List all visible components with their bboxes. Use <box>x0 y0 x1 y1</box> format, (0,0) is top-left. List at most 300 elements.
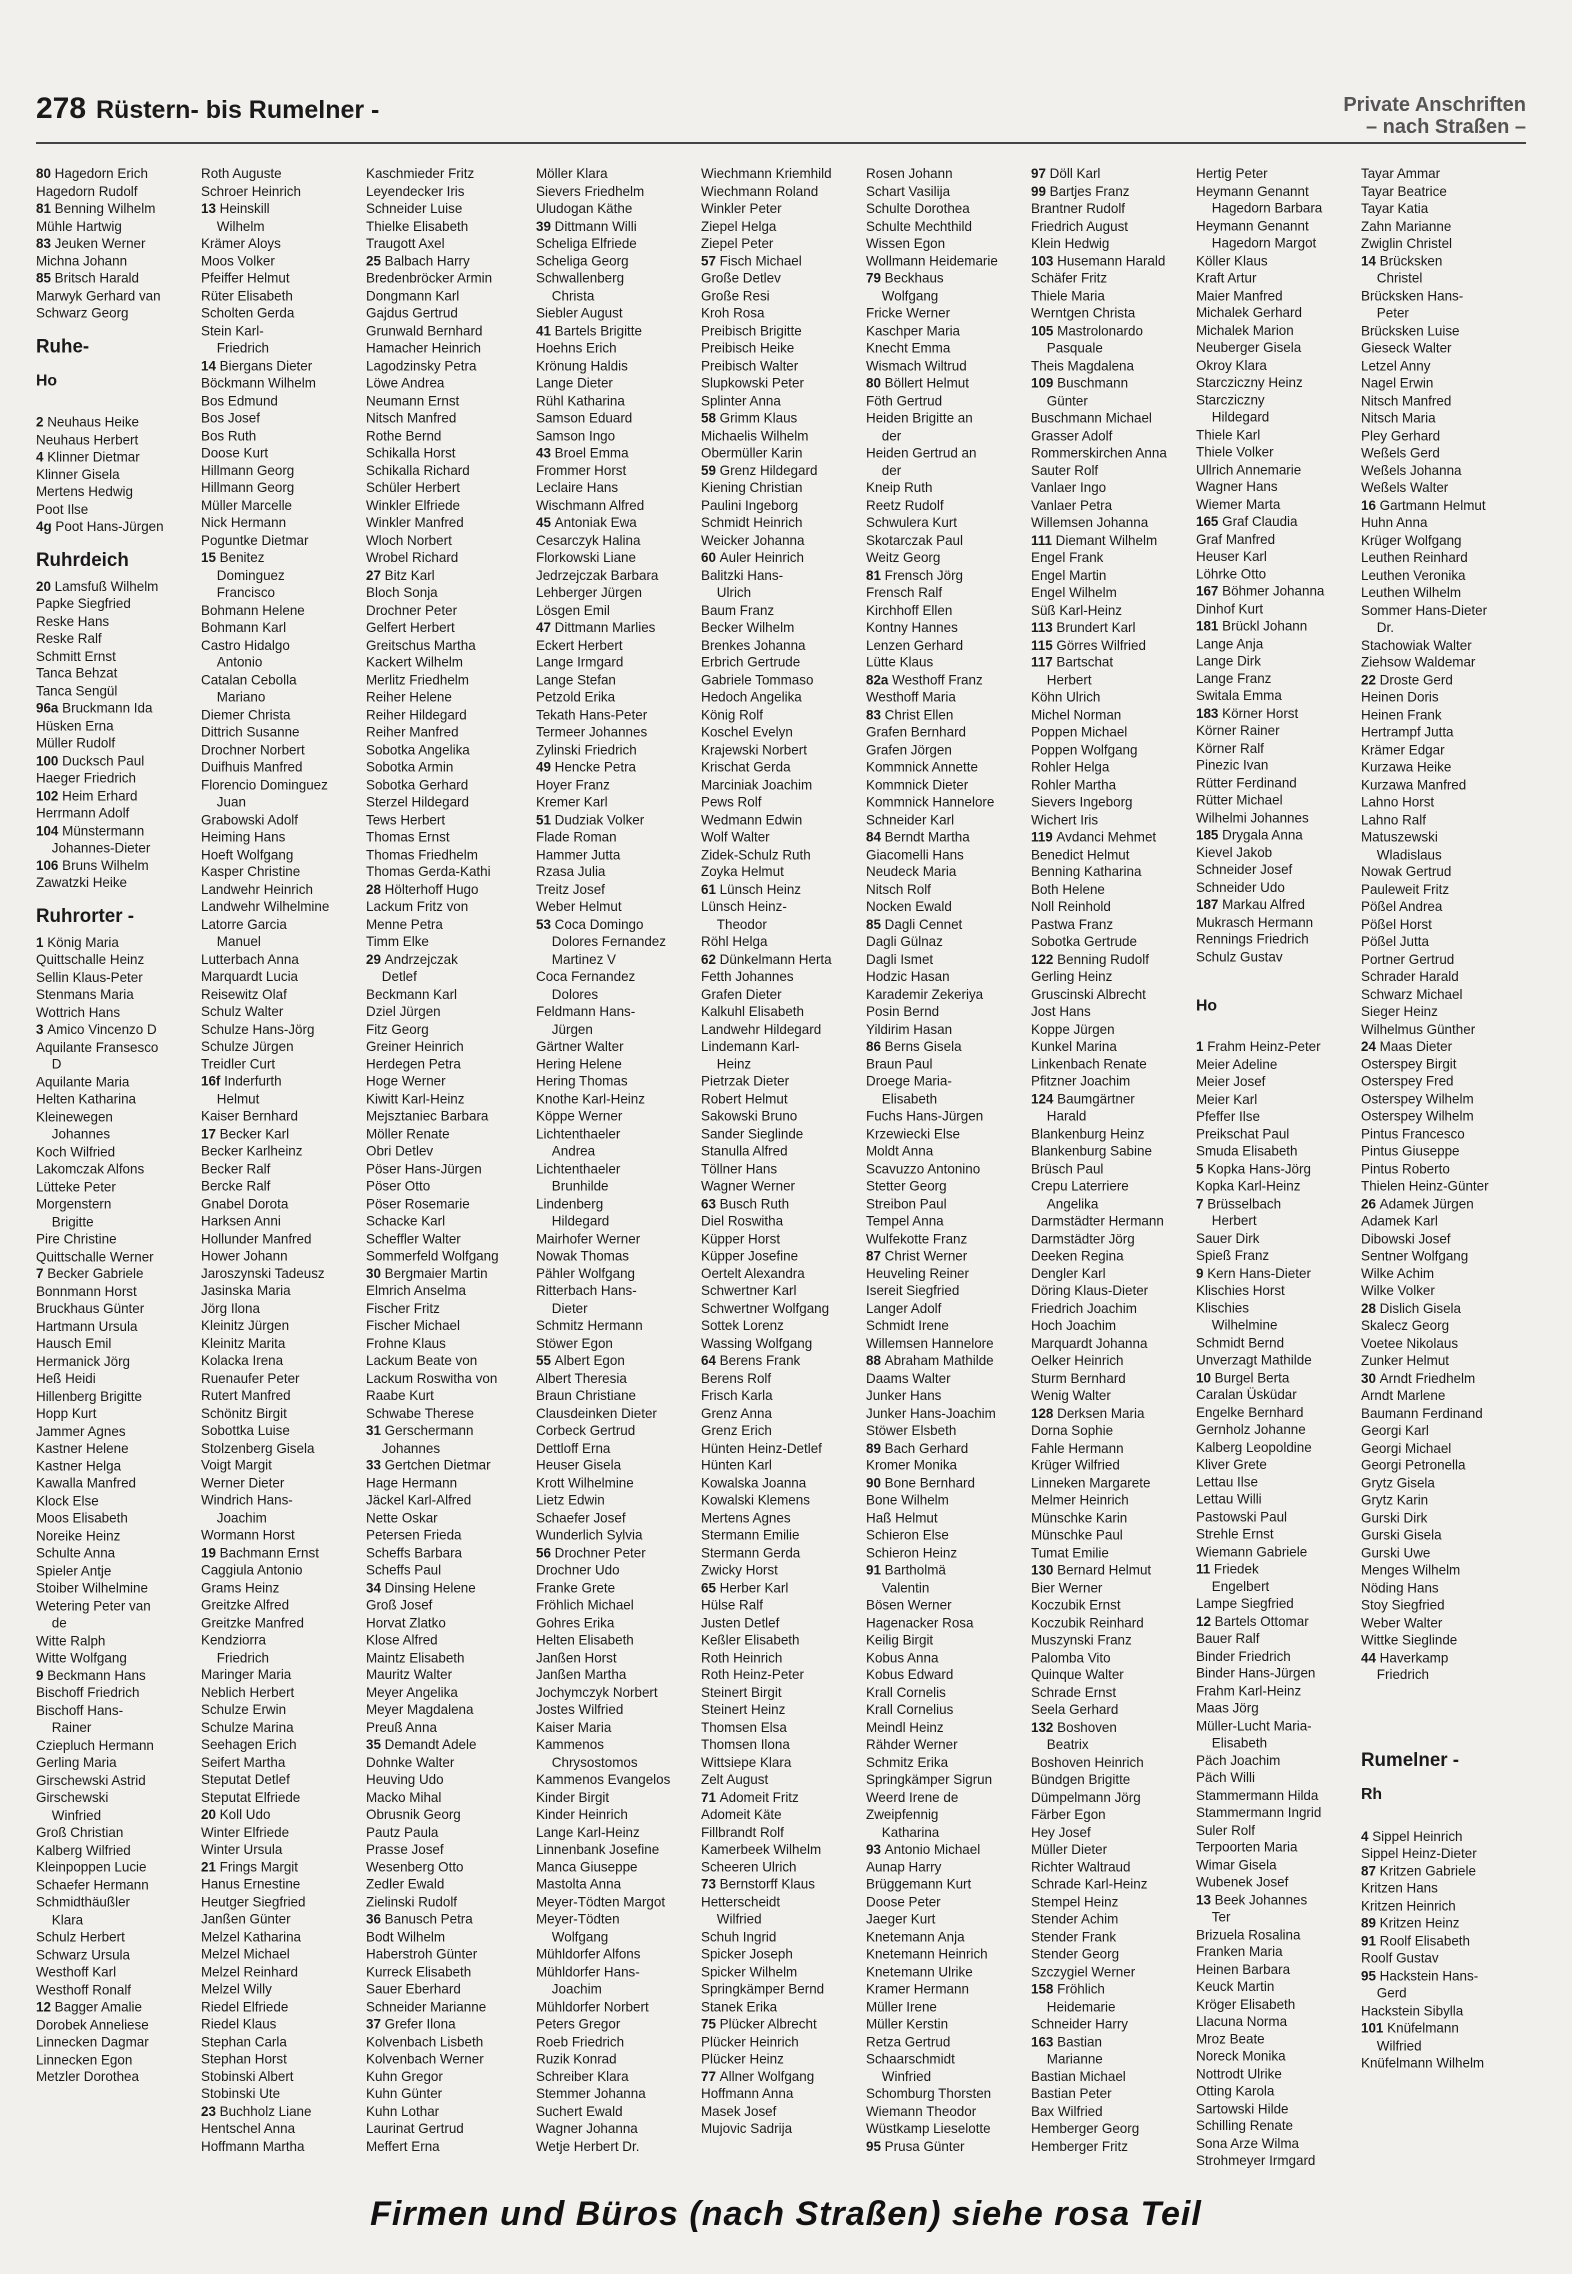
resident-entry: Krzewiecki Else <box>866 1126 961 1142</box>
resident-entry: Fillbrandt Rolf <box>701 1824 784 1840</box>
resident-entry: Knecht Emma <box>866 340 951 356</box>
resident-entry: Roth Auguste <box>201 165 282 181</box>
resident-entry: Möller Renate <box>366 1126 450 1142</box>
resident-entry: Heuveling Reiner <box>866 1265 969 1281</box>
resident-entry: Nitsch Rolf <box>866 881 931 897</box>
resident-entry: Tews Herbert <box>366 811 446 827</box>
resident-entry: Greitschus Martha <box>366 637 476 653</box>
resident-entry: Koczubik Ernst <box>1031 1597 1121 1613</box>
resident-entry: Nocken Ewald <box>866 899 952 915</box>
resident-entry: Hoeft Wolfgang <box>201 846 294 862</box>
resident-entry <box>36 235 196 252</box>
resident-entry: Posin Bernd <box>866 1003 940 1019</box>
resident-name: Benning Wilhelm <box>54 200 156 216</box>
resident-entry: Hülse Ralf <box>701 1597 763 1613</box>
resident-name: Husemann Harald <box>1057 253 1166 269</box>
resident-entry: Samson Eduard <box>536 410 633 426</box>
resident-entry: Buschmann Michael <box>1031 410 1152 426</box>
resident-name: Lamsfuß Wilhelm <box>54 578 159 594</box>
house-number: 100 <box>36 753 63 768</box>
resident-name: Buchholz Liane <box>219 2103 312 2119</box>
resident-entry <box>1031 165 1191 182</box>
resident-name: Graf Claudia <box>1222 514 1298 530</box>
resident-entry: Vanlaer Petra <box>1031 497 1113 513</box>
resident-entry: Florencio Dominguez <box>201 776 328 792</box>
resident-entry: Krott Wilhelmine <box>536 1475 634 1491</box>
house-number: 9 <box>36 1667 48 1683</box>
resident-name: Böllert Helmut <box>884 375 969 391</box>
resident-entry: Hammer Jutta <box>536 846 621 862</box>
resident-entry: Dolores Fernandez <box>551 934 666 950</box>
house-number: 103 <box>1031 253 1058 269</box>
resident-entry: Wloch Norbert <box>366 532 452 548</box>
resident-name: Döll Karl <box>1049 165 1101 181</box>
house-number: 30 <box>366 1265 385 1281</box>
resident-entry: Thomas Friedhelm <box>366 846 478 862</box>
resident-name: Bach Gerhard <box>884 1440 969 1456</box>
resident-entry: Hey Josef <box>1031 1824 1091 1840</box>
resident-name: Droste Gerd <box>1379 672 1453 688</box>
resident-entry: Rutert Manfred <box>201 1387 291 1403</box>
resident-entry: Weerd Irene de <box>866 1789 959 1805</box>
resident-entry: Scheffler Walter <box>366 1230 461 1246</box>
directory-columns <box>36 165 1526 2175</box>
street-heading: Ruhrdeich <box>36 549 129 571</box>
resident-entry: Stemmer Johanna <box>536 2086 646 2102</box>
resident-entry: Stanulla Alfred <box>701 1143 788 1159</box>
resident-entry: Sobotka Angelika <box>366 742 470 758</box>
resident-entry: Stenmans Maria <box>36 986 134 1002</box>
resident-entry: Maringer Maria <box>201 1667 292 1683</box>
resident-entry: Koppe Jürgen <box>1031 1021 1115 1037</box>
resident-entry: Girschewski Astrid <box>36 1772 146 1788</box>
resident-entry: Stöwer Egon <box>536 1335 613 1351</box>
resident-entry: Marquardt Lucia <box>201 968 299 984</box>
resident-entry: Winfried <box>51 1807 102 1823</box>
resident-entry: Mariano <box>216 689 266 705</box>
resident-entry: Päch Joachim <box>1196 1752 1281 1768</box>
house-number: 13 <box>1196 1892 1215 1907</box>
house-number: 3 <box>36 1021 48 1037</box>
resident-entry: Pietrzak Dieter <box>701 1073 790 1089</box>
resident-entry: Mühldorfer Hans- <box>536 1964 640 1979</box>
resident-entry: Leuthen Veronika <box>1361 567 1466 583</box>
resident-entry: Grafen Jörgen <box>866 742 952 758</box>
resident-entry <box>866 671 1026 688</box>
resident-entry: Switala Emma <box>1196 688 1282 704</box>
resident-entry: Friedrich August <box>1031 218 1129 234</box>
resident-entry <box>36 934 196 951</box>
house-number: 80 <box>866 375 885 391</box>
resident-entry: Helmut <box>216 1091 260 1107</box>
resident-entry: Osterspey Fred <box>1361 1073 1454 1089</box>
resident-entry: Harald <box>1046 1108 1087 1124</box>
resident-entry: Tanca Behzat <box>36 665 118 681</box>
resident-name: Benitez <box>219 550 265 566</box>
resident-entry <box>1196 618 1356 635</box>
resident-entry: Schneider Udo <box>1196 879 1285 895</box>
resident-entry <box>1361 1038 1521 1055</box>
resident-entry: Florkowski Liane <box>536 550 636 566</box>
resident-entry: Kliver Grete <box>1196 1456 1267 1472</box>
resident-entry: Neudeck Maria <box>866 864 957 880</box>
resident-entry: Schulz Walter <box>201 1003 284 1019</box>
resident-entry: Papke Siegfried <box>36 595 131 611</box>
resident-entry: Pire Christine <box>36 1231 117 1247</box>
resident-name: Bone Bernhard <box>884 1475 975 1491</box>
resident-entry: Müller Kerstin <box>866 2016 949 2032</box>
resident-entry <box>366 1457 526 1474</box>
house-number: 185 <box>1196 827 1223 843</box>
resident-entry: Pintus Roberto <box>1361 1161 1450 1176</box>
house-number: 4 <box>36 449 48 465</box>
resident-entry: Richter Waltraud <box>1031 1859 1131 1875</box>
resident-entry: Schneider Josef <box>1196 862 1293 878</box>
resident-entry: Streibon Paul <box>866 1195 947 1211</box>
spacer <box>1361 1810 1521 1827</box>
resident-entry: Wiemer Marta <box>1196 496 1281 512</box>
resident-entry: Dohnke Walter <box>366 1754 455 1770</box>
resident-entry: Ullrich Annemarie <box>1196 461 1302 477</box>
resident-entry: Dibowski Josef <box>1361 1230 1451 1246</box>
resident-entry: D <box>51 1056 62 1072</box>
house-number: 25 <box>366 253 385 269</box>
resident-entry: Sellin Klaus-Peter <box>36 969 143 985</box>
resident-entry: Dorna Sophie <box>1031 1422 1114 1438</box>
resident-entry <box>1361 1862 1521 1879</box>
resident-name: Bagger Amalie <box>54 1999 143 2015</box>
resident-entry: Pautz Paula <box>366 1824 439 1840</box>
resident-entry <box>1361 497 1521 514</box>
resident-entry: Osterspey Wilhelm <box>1361 1108 1474 1124</box>
resident-entry: Hodzic Hasan <box>866 968 950 984</box>
resident-entry: Krämer Aloys <box>201 235 281 251</box>
resident-entry: Elisabeth <box>881 1091 938 1107</box>
resident-entry: Dümpelmann Jörg <box>1031 1789 1141 1805</box>
house-number: 158 <box>1031 1981 1058 1997</box>
resident-entry: Krajewski Norbert <box>701 742 807 758</box>
resident-entry: Angelika <box>1046 1195 1099 1211</box>
resident-entry: Junker Hans <box>866 1387 942 1403</box>
resident-entry: Wimar Gisela <box>1196 1857 1277 1873</box>
house-number: 90 <box>866 1475 885 1491</box>
resident-entry: Sobotka Gerhard <box>366 776 469 792</box>
resident-entry <box>866 1474 1026 1491</box>
resident-entry <box>1196 513 1356 530</box>
resident-entry: Flade Roman <box>536 829 617 845</box>
resident-entry: Frommer Horst <box>536 462 627 478</box>
resident-entry: Ruzik Konrad <box>536 2051 617 2067</box>
resident-entry: Manca Giuseppe <box>536 1859 638 1875</box>
house-number: 17 <box>201 1126 220 1142</box>
resident-entry: Samson Ingo <box>536 427 616 443</box>
street-heading: Rumelner - <box>1361 1750 1460 1771</box>
section-label <box>1343 94 1526 138</box>
resident-entry: Hildegard <box>551 1213 610 1229</box>
resident-entry: Schrade Ernst <box>1031 1684 1117 1700</box>
resident-entry: Beckmann Karl <box>366 986 458 1002</box>
resident-entry: Prasse Josef <box>366 1841 444 1857</box>
resident-entry: Cesarczyk Halina <box>536 532 641 548</box>
resident-entry: Brizuela Rosalina <box>1196 1926 1301 1942</box>
resident-entry: Theis Magdalena <box>1031 358 1135 373</box>
resident-entry: Oelker Heinrich <box>1031 1353 1124 1368</box>
resident-entry: Baum Franz <box>701 602 775 618</box>
resident-entry: Caggiula Antonio <box>201 1562 303 1578</box>
resident-entry: Lütteke Peter <box>36 1178 116 1194</box>
resident-entry: Mejsztaniec Barbara <box>366 1108 489 1124</box>
resident-entry: Stender Frank <box>1031 1929 1117 1945</box>
resident-entry: Hünten Karl <box>701 1457 772 1473</box>
resident-entry <box>1196 1613 1356 1630</box>
resident-entry: Catalan Cebolla <box>201 672 297 688</box>
resident-entry: Pinezic Ivan <box>1196 757 1269 773</box>
resident-entry <box>866 270 1026 287</box>
resident-entry: Kontny Hannes <box>866 619 958 635</box>
resident-entry: Schwulera Kurt <box>866 515 958 531</box>
resident-entry: Marquardt Johanna <box>1031 1335 1148 1351</box>
resident-name: Bachmann Ernst <box>219 1545 319 1561</box>
resident-name: Hagedorn Erich <box>54 165 148 181</box>
resident-entry: Große Detlev <box>701 270 781 286</box>
resident-entry: Maintz Elisabeth <box>366 1649 465 1665</box>
resident-name: Bitz Karl <box>384 567 435 583</box>
house-number: 10 <box>1196 1369 1215 1385</box>
resident-entry: Sobottka Luise <box>201 1422 290 1438</box>
resident-entry: Reiher Helene <box>366 689 452 705</box>
resident-entry: Haberstroh Günter <box>366 1946 478 1962</box>
resident-entry: Leyendecker Iris <box>366 183 465 199</box>
resident-entry: Lange Karl-Heinz <box>536 1824 640 1840</box>
house-number: 5 <box>1196 1161 1208 1176</box>
directory-column-9 <box>1361 165 1521 2170</box>
house-number: 31 <box>366 1422 385 1438</box>
resident-entry: Dagli Ismet <box>866 951 934 967</box>
resident-entry: Witte Ralph <box>36 1632 106 1648</box>
resident-entry: Slupkowski Peter <box>701 375 804 391</box>
resident-entry: Koch Wilfried <box>36 1144 116 1160</box>
resident-entry: Bos Josef <box>201 410 260 426</box>
resident-entry: Tumat Emilie <box>1031 1545 1109 1561</box>
resident-entry <box>701 1352 861 1369</box>
house-number: 62 <box>701 951 720 967</box>
resident-entry: Körner Rainer <box>1196 722 1280 738</box>
house-number: 55 <box>536 1353 555 1368</box>
resident-entry: Schulte Mechthild <box>866 218 972 234</box>
resident-entry: Christa <box>551 288 595 304</box>
resident-entry <box>1196 896 1356 913</box>
house-number: 80 <box>36 165 55 181</box>
resident-entry: Dorobek Anneliese <box>36 2016 149 2032</box>
resident-entry: Roth Heinrich <box>701 1649 783 1665</box>
resident-entry: Manuel <box>216 934 261 950</box>
resident-entry: Wilke Achim <box>1361 1265 1435 1281</box>
house-number: 51 <box>536 811 555 827</box>
resident-entry <box>701 951 861 968</box>
resident-entry: Skotarczak Paul <box>866 532 964 548</box>
resident-entry <box>701 1579 861 1596</box>
resident-entry <box>866 1841 1026 1858</box>
house-number: 81 <box>36 200 55 216</box>
resident-entry: Unverzagt Mathilde <box>1196 1352 1312 1368</box>
resident-entry: Latorre Garcia <box>201 916 287 932</box>
house-number: 117 <box>1031 654 1057 670</box>
resident-entry: Kraft Artur <box>1196 270 1257 286</box>
resident-entry: Meier Josef <box>1196 1074 1266 1089</box>
resident-entry: Robert Helmut <box>701 1091 788 1107</box>
resident-entry: Kuhn Lothar <box>366 2103 440 2119</box>
house-number: 12 <box>36 1999 55 2015</box>
resident-entry: Joachim <box>551 1981 602 1997</box>
resident-entry: Michel Norman <box>1031 707 1122 723</box>
resident-entry: Helten Katharina <box>36 1091 137 1107</box>
resident-entry: Scheliga Georg <box>536 253 629 269</box>
resident-entry: Heiden Brigitte an <box>866 410 973 426</box>
resident-entry: Kleinitz Marita <box>201 1335 286 1351</box>
resident-name: Poot Hans-Jürgen <box>55 519 164 535</box>
resident-entry <box>201 1544 361 1561</box>
resident-entry: Krämer Edgar <box>1361 742 1445 758</box>
resident-entry <box>536 217 696 234</box>
resident-name: Lünsch Heinz <box>719 881 802 897</box>
directory-column-1 <box>36 165 196 2170</box>
resident-entry: Thielen Heinz-Günter <box>1361 1178 1489 1194</box>
resident-entry: Katharina <box>881 1824 940 1840</box>
resident-entry: Grafen Bernhard <box>866 724 967 740</box>
resident-entry: Lettau Willi <box>1196 1491 1262 1507</box>
house-number: 33 <box>366 1457 385 1473</box>
resident-entry: Müller Rudolf <box>36 735 116 751</box>
resident-entry: Neuhaus Herbert <box>36 431 139 447</box>
resident-entry: Gnabel Dorota <box>201 1195 289 1211</box>
resident-entry: Schaefer Josef <box>536 1510 626 1526</box>
house-number: 95 <box>1361 1968 1380 1983</box>
resident-entry: Schrader Harald <box>1361 968 1459 984</box>
resident-entry: Mertens Hedwig <box>36 484 134 500</box>
resident-entry: Seehagen Erich <box>201 1737 297 1753</box>
resident-entry: Lösgen Emil <box>536 602 610 618</box>
resident-name: König Maria <box>47 934 119 950</box>
resident-entry: Stachowiak Walter <box>1361 637 1472 653</box>
spacer <box>1196 1021 1356 1038</box>
resident-entry <box>1031 182 1191 199</box>
resident-entry: Suchert Ewald <box>536 2103 623 2119</box>
resident-entry: Schart Vasilija <box>866 183 951 199</box>
resident-entry: Nowak Thomas <box>536 1248 630 1264</box>
resident-entry: Rzasa Julia <box>536 864 606 880</box>
resident-entry: Hoffmann Anna <box>701 2086 794 2102</box>
resident-entry: Rosen Johann <box>866 165 953 181</box>
resident-entry <box>201 2103 361 2120</box>
resident-entry: Rüter Elisabeth <box>201 288 293 304</box>
resident-entry: Schacke Karl <box>366 1213 446 1229</box>
resident-entry: Harksen Anni <box>201 1213 281 1229</box>
resident-entry: Küpper Josefine <box>701 1248 799 1264</box>
resident-entry: Nöding Hans <box>1361 1579 1439 1595</box>
resident-entry: Jostes Wilfried <box>536 1702 624 1718</box>
resident-entry: Willemsen Hannelore <box>866 1335 994 1351</box>
resident-entry: Heinz <box>716 1056 752 1072</box>
resident-entry: Wilhelm <box>216 218 265 234</box>
resident-entry: Mroz Beate <box>1196 2031 1265 2047</box>
resident-entry: Winkler Elfriede <box>366 497 461 513</box>
house-number: 83 <box>866 707 885 723</box>
resident-entry: Mühle Hartwig <box>36 218 122 234</box>
resident-entry <box>1031 374 1191 391</box>
resident-name: Bartels Brigitte <box>554 323 642 339</box>
resident-entry: Jost Hans <box>1031 1003 1091 1019</box>
resident-entry: Mujovic Sadrija <box>701 2121 793 2137</box>
resident-entry: Daams Walter <box>866 1370 951 1386</box>
resident-entry: Winkler Manfred <box>366 515 464 531</box>
resident-entry: Heymann Genannt <box>1196 183 1309 199</box>
resident-entry: Witte Wolfgang <box>36 1650 127 1666</box>
resident-entry: Spicker Wilhelm <box>701 1964 798 1979</box>
resident-entry: Springkämper Sigrun <box>866 1771 993 1787</box>
resident-name: Frahm Heinz-Peter <box>1207 1039 1321 1055</box>
spacer <box>36 396 196 413</box>
house-number: 88 <box>866 1353 885 1368</box>
resident-entry <box>866 1562 1026 1579</box>
resident-entry: Becker Ralf <box>201 1161 271 1176</box>
house-number: 49 <box>536 759 555 775</box>
resident-entry: Kuhn Günter <box>366 2086 443 2102</box>
resident-entry: Grasser Adolf <box>1031 427 1113 443</box>
resident-entry <box>1196 1195 1356 1212</box>
directory-column-6 <box>866 165 1026 2170</box>
resident-entry: Johannes <box>381 1440 441 1456</box>
resident-entry: Schwertner Wolfgang <box>701 1300 830 1316</box>
house-number: 83 <box>36 235 55 251</box>
resident-entry: Dongmann Karl <box>366 288 460 304</box>
house-number: 113 <box>1031 619 1057 635</box>
resident-entry: Pöser Hans-Jürgen <box>366 1161 482 1176</box>
resident-entry: Mühldorfer Norbert <box>536 1998 649 2014</box>
resident-name: Bartjes Franz <box>1049 183 1130 199</box>
house-number: 71 <box>701 1789 720 1805</box>
resident-entry: Wagner Werner <box>701 1178 796 1194</box>
resident-name: Albert Egon <box>554 1353 625 1368</box>
resident-name: Broel Emma <box>554 445 629 461</box>
resident-entry: Knetemann Ulrike <box>866 1964 973 1979</box>
resident-entry <box>1196 1160 1356 1177</box>
resident-entry <box>536 1352 696 1369</box>
resident-entry: Spieler Antje <box>36 1563 112 1578</box>
resident-entry: Hillmann Georg <box>201 480 295 496</box>
resident-name: Allner Wolfgang <box>719 2068 815 2084</box>
resident-entry: Scheffs Paul <box>366 1562 442 1578</box>
resident-entry: Petersen Frieda <box>366 1527 462 1543</box>
resident-entry: Adamek Karl <box>1361 1213 1438 1229</box>
resident-name: Böhmer Johanna <box>1222 583 1325 599</box>
resident-name: Becker Karl <box>219 1126 290 1142</box>
resident-entry: Martinez V <box>551 951 616 967</box>
resident-entry: Becker Karlheinz <box>201 1143 303 1159</box>
house-number: 101 <box>1361 2020 1388 2036</box>
resident-entry: Smuda Elisabeth <box>1196 1143 1298 1159</box>
resident-entry: Hanus Ernestine <box>201 1876 301 1892</box>
resident-entry: Brücksken Hans- <box>1361 288 1464 304</box>
resident-entry: Schulze Erwin <box>201 1702 287 1718</box>
house-number: 14 <box>1361 253 1380 269</box>
resident-entry: Kurreck Elisabeth <box>366 1964 472 1979</box>
resident-entry: Nowak Gertrud <box>1361 864 1452 880</box>
directory-column-4 <box>536 165 696 2170</box>
resident-entry: Girschewski <box>36 1789 109 1805</box>
spacer <box>1361 1719 1521 1736</box>
resident-entry: Kröger Elisabeth <box>1196 1996 1296 2012</box>
resident-entry: Linnenbank Josefine <box>536 1841 660 1857</box>
